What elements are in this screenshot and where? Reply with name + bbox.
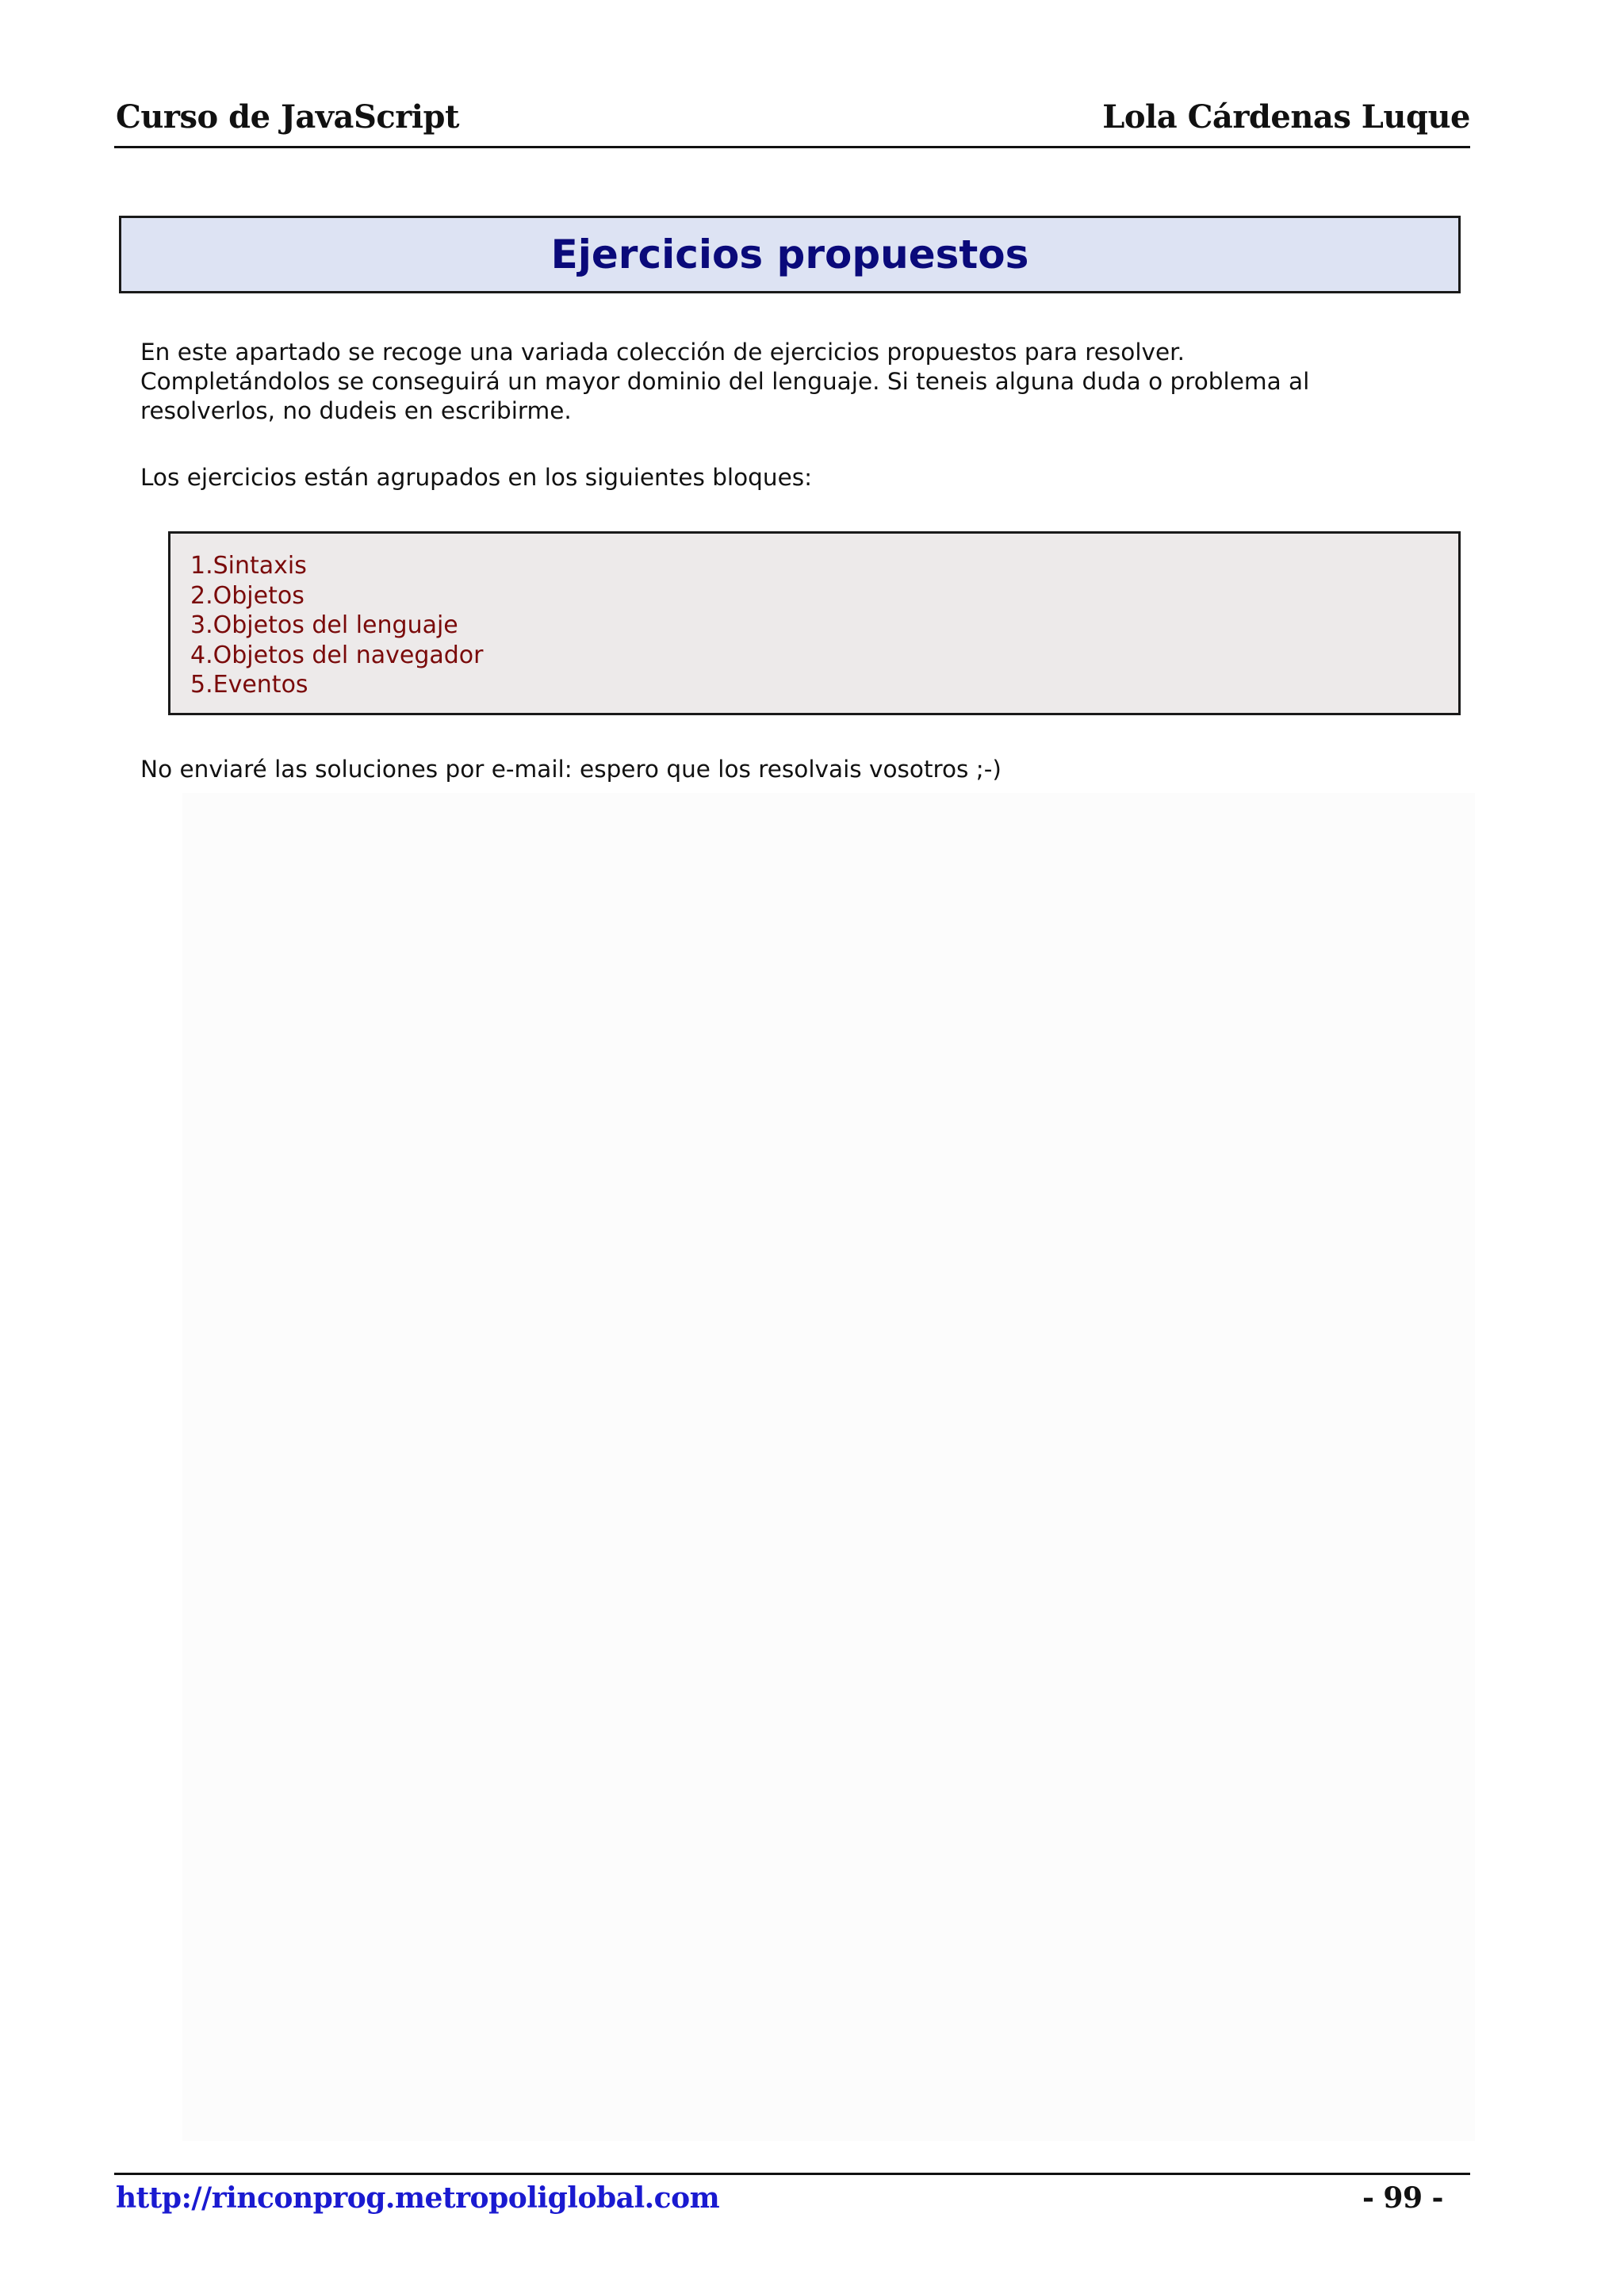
section-title-box <box>119 216 1461 293</box>
exercise-block-link[interactable]: 1.Sintaxis <box>190 552 307 580</box>
exercise-block-link[interactable]: 4.Objetos del navegador <box>190 641 484 669</box>
course-title: Curso de JavaScript <box>116 98 459 136</box>
exercise-blocks-box <box>168 531 1461 715</box>
closing-paragraph: No enviaré las soluciones por e-mail: espero que los resolvais vosotros ;-) <box>140 756 1002 783</box>
intro-line: Completándolos se conseguirá un mayor dominio del lenguaje. Si teneis alguna duda o problema al <box>140 368 1310 395</box>
author-name: Lola Cárdenas Luque <box>1102 98 1470 136</box>
section-title: Ejercicios propuestos <box>550 232 1029 278</box>
intro-paragraph <box>140 338 1309 426</box>
intro-line: resolverlos, no dudeis en escribirme. <box>140 397 572 424</box>
exercise-block-link[interactable]: 3.Objetos del lenguaje <box>190 611 458 639</box>
page-footer <box>114 2173 1470 2216</box>
page-header <box>114 97 1470 148</box>
exercise-blocks-list <box>190 551 484 700</box>
footer-url-link[interactable]: http://rinconprog.metropoliglobal.com <box>116 2181 720 2215</box>
page-background <box>182 793 1475 2141</box>
intro-line: En este apartado se recoge una variada colección de ejercicios propuestos para resolver. <box>140 339 1185 366</box>
exercise-block-link[interactable]: 5.Eventos <box>190 671 308 699</box>
blocks-intro-paragraph: Los ejercicios están agrupados en los siguientes bloques: <box>140 464 813 491</box>
page-number: - 99 - <box>1362 2181 1443 2215</box>
exercise-block-link[interactable]: 2.Objetos <box>190 581 304 610</box>
